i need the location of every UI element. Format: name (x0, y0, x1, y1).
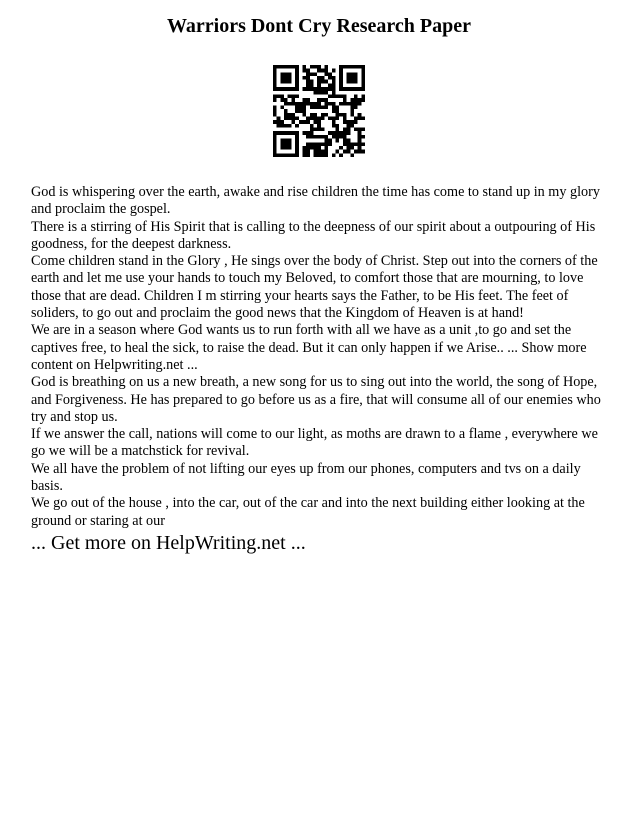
paragraph: God is breathing on us a new breath, a new song for us to sing out into the world, the song of Hope, and Forgiveness. He has prepared to go before us as a fire, that will consume all of our enemies who try and stop us. (31, 374, 601, 425)
paragraph: We go out of the house , into the car, out of the car and into the next building either looking at the ground or staring at our (31, 495, 585, 529)
paragraph: Come children stand in the Glory , He sings over the body of Christ. Step out into the corners of the earth and let me use your hands to touch my Beloved, to comfort those that are mourning, to love those that are dead. Children I m stirring your hearts says the Father, to be His feet. The feet of soliders, to go out and proclaim the good news that the Kingdom of Heaven is at hand! (31, 253, 598, 322)
page-title: Warriors Dont Cry Research Paper (166, 15, 471, 37)
more-link[interactable]: ... Get more on HelpWriting.net ... (31, 532, 306, 554)
qr-code-icon (273, 65, 365, 157)
paragraph: If we answer the call, nations will come to our light, as moths are drawn to a flame , everywhere we go we will be a matchstick for revival. (31, 426, 598, 460)
paragraph: God is whispering over the earth, awake and rise children the time has come to stand up in my glory and proclaim the gospel. (31, 184, 600, 218)
paragraph: We all have the problem of not lifting our eyes up from our phones, computers and tvs on a daily basis. (31, 460, 581, 495)
body-text (31, 184, 611, 530)
paragraph: We are in a season where God wants us to run forth with all we have as a unit ,to go and set the captives free, to heal the sick, to raise the dead. But it can only happen if we Arise.. ... Show more content on Helpwriting.net ... (31, 322, 587, 373)
paragraph: There is a stirring of His Spirit that is calling to the deepness of our spirit about a outpouring of His goodness, for the deepest darkness. (31, 218, 596, 252)
